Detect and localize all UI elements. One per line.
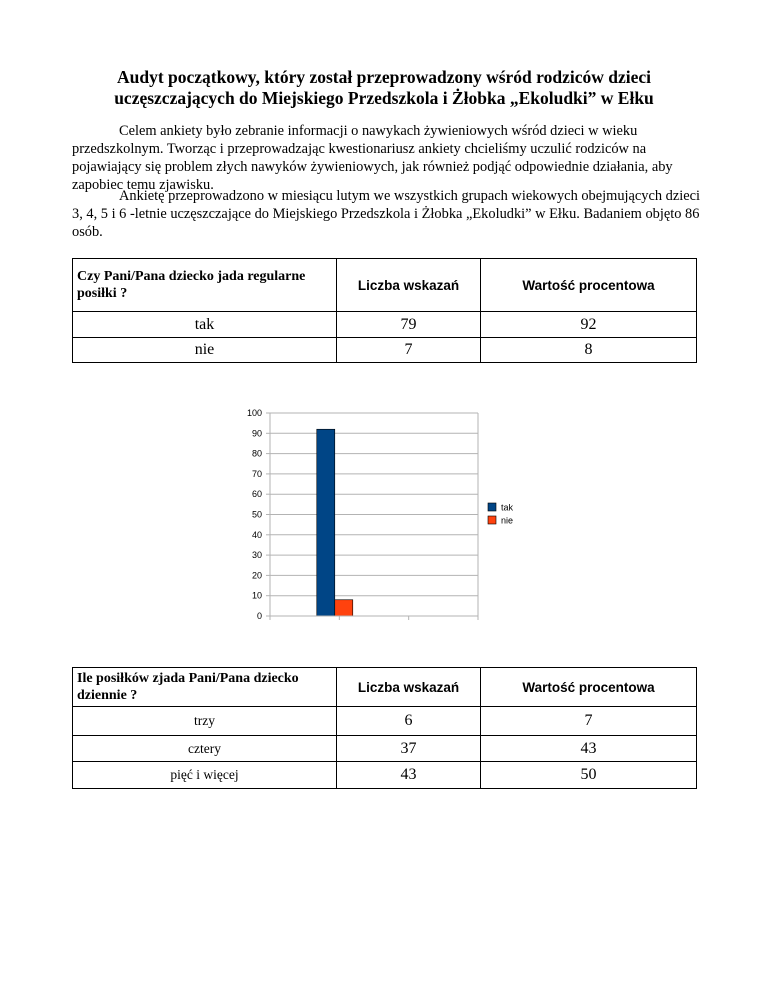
table-row: nie 7 8	[73, 338, 697, 363]
y-tick-label: 40	[251, 529, 262, 540]
meals-per-day-table	[72, 667, 697, 789]
table2-header-count: Liczba wskazań	[337, 668, 481, 707]
bar-tak	[317, 429, 335, 616]
bar-nie	[335, 600, 353, 616]
y-tick-label: 60	[251, 489, 262, 500]
y-tick-label: 80	[251, 448, 262, 459]
y-tick-label: 30	[251, 550, 262, 561]
table1-header-percent: Wartość procentowa	[481, 259, 697, 312]
method-paragraph: Ankietę przeprowadzono w miesiącu lutym we wszystkich grupach wiekowych obejmujących dzieci 3, 4, 5 i 6 -letnie uczęszczające do Miejskiego Przedszkola i Żłobka „Ekoludki” w Ełku. Badaniem objęto 86 osób.	[72, 188, 701, 240]
y-tick-label: 70	[251, 468, 262, 479]
table2-header-percent: Wartość procentowa	[481, 668, 697, 707]
table-row: tak 79 92	[73, 312, 697, 338]
legend-swatch-nie	[488, 516, 496, 524]
regular-meals-chart	[230, 403, 550, 633]
y-tick-label: 100	[246, 408, 262, 418]
y-tick-label: 50	[251, 509, 262, 520]
chart-y-ticks	[247, 408, 262, 621]
table1-question: Czy Pani/Pana dziecko jada regularne posiłki ?	[73, 259, 337, 312]
y-tick-label: 10	[251, 590, 262, 601]
legend-label-tak: tak	[501, 502, 514, 513]
table1-header-count: Liczba wskazań	[337, 259, 481, 312]
legend-label-nie: nie	[501, 515, 514, 526]
intro-paragraph: Celem ankiety było zebranie informacji o nawykach żywieniowych wśród dzieci w wieku przedszkolnym. Tworząc i przeprowadzając kwestionariusz ankiety chcieliśmy uczulić rodziców na pojawiający się problem złych nawyków żywieniowych, jak również podjąć odpowiednie działania, aby zapobiec temu zjawisku.	[72, 123, 673, 193]
regular-meals-table	[72, 258, 697, 363]
y-tick-label: 90	[251, 428, 262, 439]
table-row: trzy 6 7	[73, 707, 697, 736]
table-row: cztery 37 43	[73, 736, 697, 762]
table2-question: Ile posiłków zjada Pani/Pana dziecko dziennie ?	[73, 668, 337, 707]
legend-swatch-tak	[488, 503, 496, 511]
table-row: pięć i więcej 43 50	[73, 762, 697, 789]
chart-legend	[488, 503, 514, 526]
chart-grid	[266, 413, 478, 620]
y-tick-label: 20	[251, 570, 262, 581]
y-tick-label: 0	[256, 611, 262, 621]
chart-bars	[317, 429, 353, 616]
document-title: Audyt początkowy, który został przeprowadzony wśród rodziców dzieci uczęszczających do Miejskiego Przedszkola i Żłobka „Ekoludki” w Ełku	[114, 67, 654, 108]
